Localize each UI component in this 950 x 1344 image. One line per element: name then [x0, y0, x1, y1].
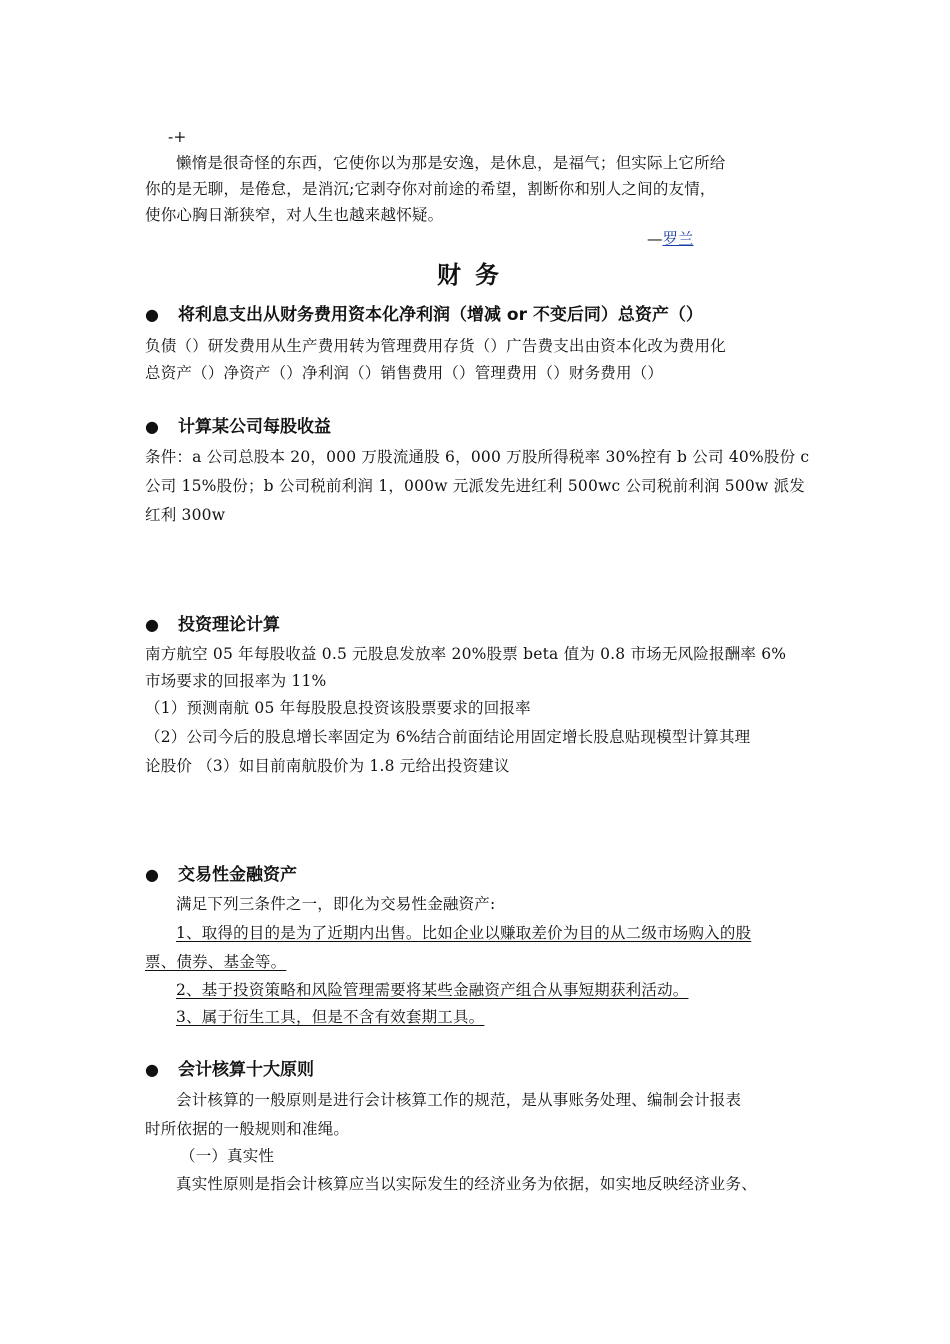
body-line: 市场要求的回报率为 11%	[145, 672, 327, 690]
body-line: 满足下列三条件之一，即化为交易性金融资产:	[176, 895, 496, 913]
quote-dash: —	[647, 230, 663, 248]
section-heading-text: 计算某公司每股收益	[178, 417, 331, 437]
list-item: 2、基于投资策略和风险管理需要将某些金融资产组合从事短期获利活动。	[176, 981, 689, 999]
page-title: 财务	[437, 261, 513, 289]
body-line: （一）真实性	[180, 1147, 275, 1165]
bullet-icon: ●	[145, 865, 159, 884]
section-heading	[145, 416, 805, 438]
body-line: 条件：a 公司总股本 20，000 万股流通股 6，000 万股所得税率 30%控有 b 公司 40%股份 c	[145, 448, 810, 466]
list-item: 1、取得的目的是为了近期内出售。比如企业以赚取差价为目的从二级市场购入的股	[176, 924, 752, 942]
bullet-icon: ●	[145, 305, 159, 324]
section-heading	[145, 304, 805, 326]
bullet-icon: ●	[145, 615, 159, 634]
list-item: 3、属于衍生工具，但是不含有效套期工具。	[176, 1008, 485, 1026]
section-heading-text: 交易性金融资产	[178, 865, 297, 885]
quote-line: 你的是无聊，是倦怠，是消沉;它剥夺你对前途的希望，割断你和别人之间的友情，	[145, 180, 716, 198]
body-line: 时所依据的一般规则和准绳。	[145, 1120, 350, 1138]
bullet-icon: ●	[145, 417, 159, 436]
section-heading-text: 会计核算十大原则	[178, 1060, 314, 1080]
section-heading-text: 将利息支出从财务费用资本化净利润（增减 or 不变后同）总资产（）	[178, 305, 703, 325]
section-heading	[145, 864, 805, 886]
body-line: 红利 300w	[145, 506, 226, 524]
section-heading-text: 投资理论计算	[178, 615, 280, 635]
quote-line: 使你心胸日渐狭窄，对人生也越来越怀疑。	[145, 206, 444, 224]
section-heading	[145, 1059, 805, 1081]
body-line: 总资产（）净资产（）净利润（）销售费用（）管理费用（）财务费用（）	[145, 364, 664, 382]
header-marker: -+	[168, 128, 187, 146]
body-line: 会计核算的一般原则是进行会计核算工作的规范，是从事账务处理、编制会计报表	[176, 1091, 742, 1109]
body-line: 真实性原则是指会计核算应当以实际发生的经济业务为依据，如实地反映经济业务、	[176, 1175, 757, 1193]
bullet-icon: ●	[145, 1060, 159, 1079]
body-line: 负债（）研发费用从生产费用转为管理费用存货（）广告费支出由资本化改为费用化	[145, 337, 726, 355]
body-line: （1）预测南航 05 年每股股息投资该股票要求的回报率	[145, 699, 531, 717]
body-line: 公司 15%股份；b 公司税前利润 1，000w 元派发先进红利 500wc 公司税前利润 500w 派发	[145, 477, 805, 495]
body-line: 论股价 （3）如目前南航股价为 1.8 元给出投资建议	[145, 757, 510, 775]
body-line: （2）公司今后的股息增长率固定为 6%结合前面结论用固定增长股息贴现模型计算其理	[145, 728, 751, 746]
quote-signature	[647, 229, 694, 249]
quote-line: 懒惰是很奇怪的东西，它使你以为那是安逸，是休息，是福气；但实际上它所给	[176, 154, 726, 172]
section-heading	[145, 614, 805, 636]
quote-author-link[interactable]: 罗兰	[662, 230, 694, 248]
list-item: 票、债券、基金等。	[145, 953, 287, 971]
body-line: 南方航空 05 年每股收益 0.5 元股息发放率 20%股票 beta 值为 0.8 市场无风险报酬率 6%	[145, 645, 787, 663]
